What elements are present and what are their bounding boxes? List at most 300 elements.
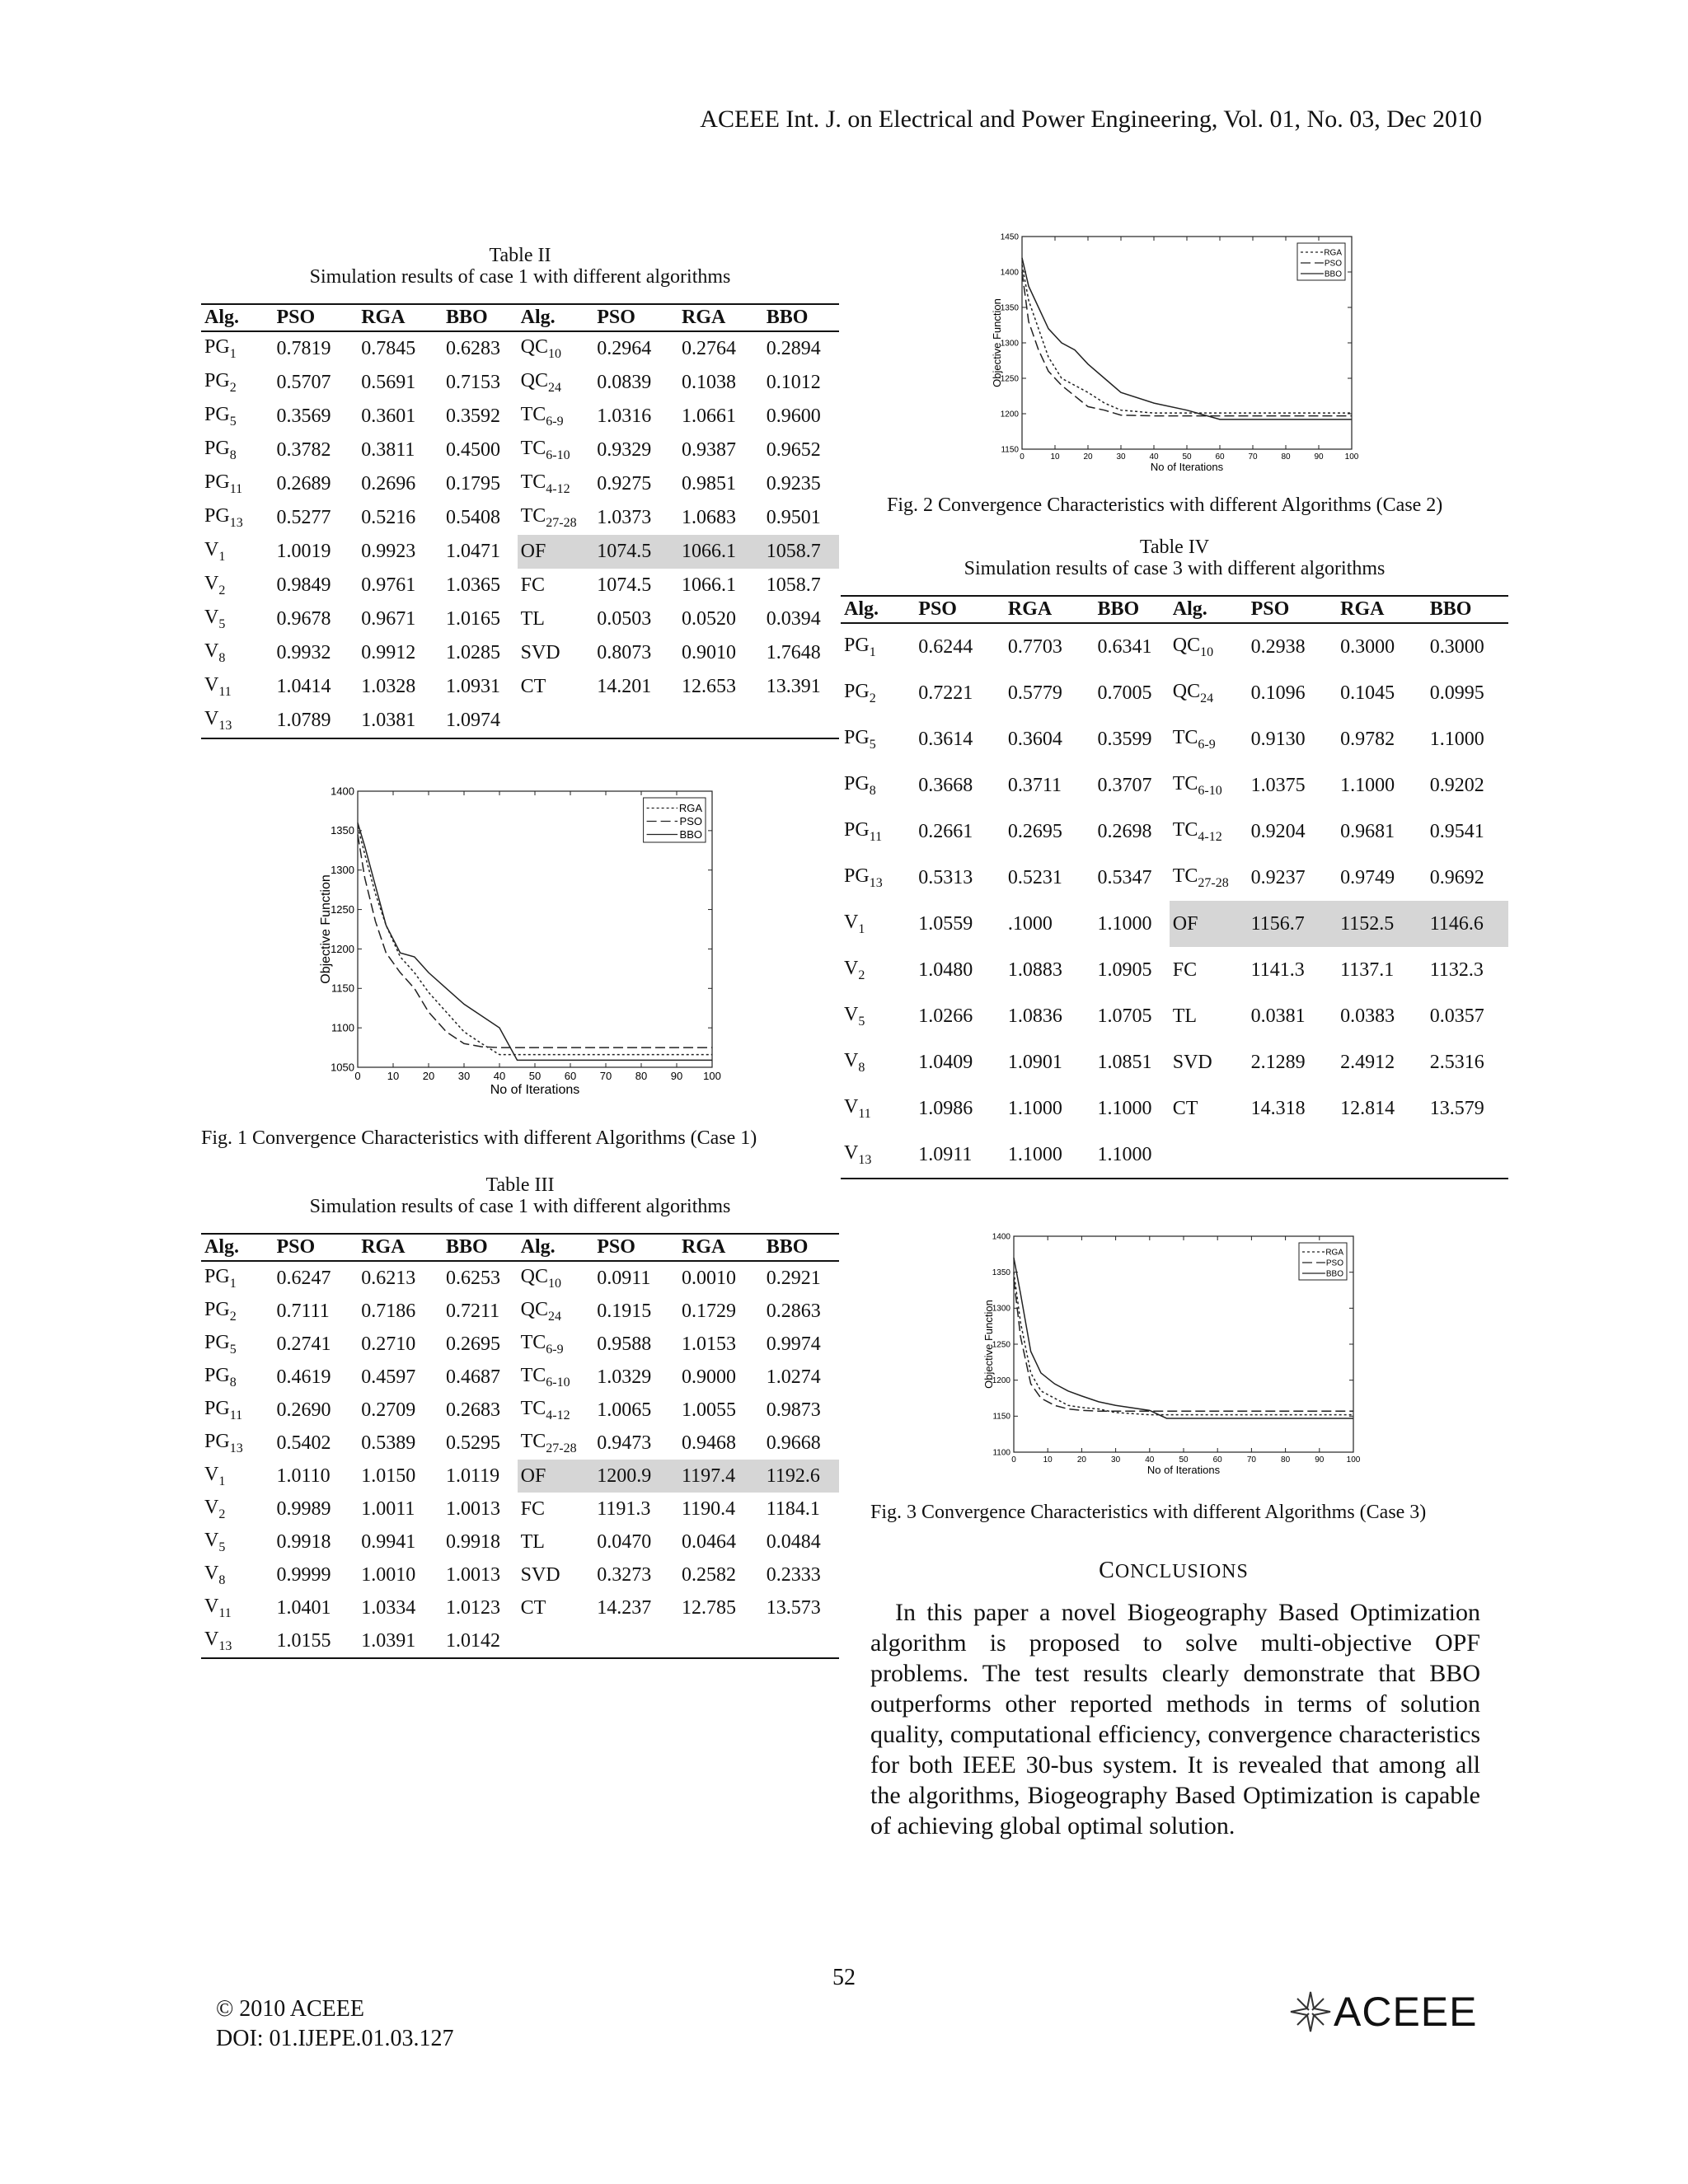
table2-cell: CT — [520, 676, 546, 697]
table3-cell: OF — [518, 1460, 594, 1493]
table2-cell: 0.1038 — [682, 372, 736, 393]
table3-cell: 0.0484 — [766, 1530, 821, 1553]
table2-cell: 1.0328 — [361, 676, 416, 697]
table4-cell: 0.2698 — [1097, 820, 1152, 842]
table3-cell: 1.0155 — [273, 1624, 358, 1658]
table4-cell: 1.1000 — [1007, 1097, 1062, 1119]
table3-cell: 1.0010 — [361, 1563, 416, 1586]
table4-caption: Simulation results of case 3 with different algorithms — [964, 558, 1386, 579]
table2-cell: 1.0661 — [682, 405, 736, 427]
table-row — [841, 670, 1508, 716]
table-row — [201, 467, 839, 501]
table2-cell: 1.0683 — [682, 507, 736, 528]
table2-cell: 0.3782 — [276, 439, 331, 461]
x-tick-label: 40 — [1149, 452, 1159, 462]
table2-cell: 0.2894 — [766, 338, 821, 359]
x-axis-label: No of Iterations — [1146, 1464, 1221, 1476]
y-tick-label: 1300 — [1000, 339, 1019, 349]
table4-cell — [1170, 1132, 1248, 1179]
y-tick-label: 1300 — [992, 1304, 1010, 1314]
table-row — [201, 670, 839, 704]
table4-cell: 0.9681 — [1340, 820, 1395, 842]
table4-cell — [1248, 1132, 1338, 1179]
table3-cell: 0.3273 — [597, 1563, 652, 1586]
table-row — [841, 1132, 1508, 1179]
table3-cell: 0.2710 — [361, 1333, 416, 1355]
table4-cell: $QC_{24}$ — [1172, 680, 1214, 705]
table4-cell: $QC_{10}$ — [1172, 634, 1214, 659]
table3-cell: 0.9918 — [445, 1530, 500, 1553]
table2-cell: $V_5$ — [204, 607, 226, 631]
table2-cell: 0.4500 — [445, 439, 500, 461]
table4-header-6: RGA — [1337, 596, 1427, 623]
table3-cell: $QC_{10}$ — [520, 1265, 561, 1291]
table2-cell: $V_{13}$ — [201, 704, 273, 738]
table3-cell: 0.9918 — [276, 1530, 331, 1553]
table2-cell: $V_2$ — [204, 573, 226, 598]
table4-cell: $TC_{6-9}$ — [1172, 726, 1216, 752]
table4-cell: $TC_{27-28}$ — [1172, 865, 1229, 890]
table2-cell: 0.5691 — [361, 372, 416, 393]
table-row — [201, 1394, 839, 1427]
table2-cell: 0.2964 — [597, 338, 652, 359]
table3-cell: 0.6253 — [445, 1267, 500, 1289]
table2-cell: 0.9235 — [766, 473, 821, 494]
table3-cell: 0.0470 — [597, 1530, 652, 1553]
table3-cell — [593, 1624, 678, 1658]
table2-cell: 0.9329 — [597, 439, 652, 461]
table2-cell: 0.2764 — [682, 338, 736, 359]
legend-label: BBO — [679, 827, 702, 841]
doi: DOI: 01.IJEPE.01.03.127 — [216, 2026, 454, 2051]
table-row — [201, 1558, 839, 1591]
table4-cell: 1.0986 — [918, 1097, 973, 1119]
table2-cell: $TC_{4-12}$ — [520, 471, 570, 496]
table4-cell: $V_{13}$ — [841, 1132, 915, 1179]
table-row — [841, 901, 1508, 947]
table2-cell: 0.9923 — [361, 541, 416, 562]
table4-cell: 0.0357 — [1429, 1005, 1484, 1027]
table4-cell: 1137.1 — [1340, 958, 1395, 981]
table2-cell: 0.2689 — [276, 473, 331, 494]
table2-cell — [518, 704, 594, 738]
table2-cell: 1058.7 — [763, 535, 839, 569]
table3-cell: TL — [520, 1530, 545, 1553]
table4-cell: 0.9541 — [1429, 820, 1484, 842]
table2-cell — [763, 704, 839, 738]
table3-cell: 0.9473 — [597, 1432, 652, 1454]
table3-cell: 1.0013 — [445, 1563, 500, 1586]
y-tick-label: 1400 — [992, 1232, 1010, 1242]
table3-cell: 0.9468 — [682, 1432, 736, 1454]
table-row — [841, 993, 1508, 1039]
table4-header-3: BBO — [1094, 596, 1169, 623]
table3-cell: 1.0011 — [361, 1497, 415, 1520]
table3-cell: 0.5402 — [276, 1432, 331, 1454]
table4 — [841, 595, 1508, 1179]
table4-cell: 0.3668 — [918, 774, 973, 796]
table4-cell: 2.1289 — [1250, 1051, 1306, 1073]
table2 — [201, 303, 839, 739]
table3-cell: 0.6213 — [361, 1267, 416, 1289]
table2-cell: 1.0471 — [445, 541, 500, 562]
table3-cell: 1192.6 — [763, 1460, 839, 1493]
table2-cell: 1.0285 — [445, 642, 500, 663]
table4-cell: 1.0901 — [1007, 1051, 1062, 1073]
table4-cell: 0.0381 — [1250, 1005, 1306, 1027]
table4-cell: 1152.5 — [1337, 901, 1427, 947]
table4-cell: 0.9782 — [1340, 728, 1395, 750]
table4-cell: TL — [1172, 1005, 1198, 1027]
table3-cell: $V_2$ — [204, 1496, 226, 1521]
y-tick-label: 1150 — [1001, 445, 1019, 455]
table4-cell: $V_5$ — [844, 1003, 865, 1029]
table2-cell: 0.3601 — [361, 405, 416, 427]
table-row — [201, 501, 839, 535]
table-row — [841, 947, 1508, 993]
table2-cell: 0.2696 — [361, 473, 416, 494]
table3-cell: 1.0329 — [597, 1366, 652, 1388]
table4-cell: FC — [1172, 958, 1198, 981]
table4-cell: 1.0409 — [918, 1051, 973, 1073]
table3-cell: 0.0464 — [682, 1530, 736, 1553]
table-row — [201, 1624, 839, 1658]
table2-cell: 0.9761 — [361, 574, 416, 596]
table3-cell: $PG_8$ — [204, 1364, 237, 1390]
table3-cell: 0.7186 — [361, 1300, 416, 1322]
table3-cell: 1.0401 — [276, 1596, 331, 1619]
table2-cell: 12.653 — [682, 676, 736, 697]
table2-cell: OF — [518, 535, 594, 569]
table4-cell: 1.1000 — [1097, 912, 1152, 935]
table2-cell: 0.9849 — [276, 574, 331, 596]
y-tick-label: 1150 — [992, 1412, 1010, 1422]
table4-header-1: PSO — [915, 596, 1005, 623]
table2-cell: 0.5707 — [276, 372, 331, 393]
table4-cell: 0.3599 — [1097, 728, 1152, 750]
table2-cell: 0.9600 — [766, 405, 821, 427]
table3-cell: 0.9588 — [597, 1333, 652, 1355]
table2-cell: 1066.1 — [678, 535, 763, 569]
table4-cell: 0.0383 — [1340, 1005, 1395, 1027]
table3-cell: 1.0153 — [682, 1333, 736, 1355]
legend-label: PSO — [679, 814, 702, 827]
x-tick-label: 70 — [599, 1070, 612, 1082]
table3-cell: 0.7211 — [445, 1300, 500, 1322]
table2-cell: 0.3592 — [445, 405, 500, 427]
table3-cell: 0.9989 — [276, 1497, 331, 1520]
y-tick-label: 1200 — [331, 942, 354, 955]
table4-cell: 13.579 — [1429, 1097, 1484, 1119]
table-row — [201, 704, 839, 738]
table-row — [841, 716, 1508, 762]
table2-cell: $QC_{10}$ — [520, 336, 561, 361]
y-tick-label: 1400 — [1000, 268, 1019, 278]
table4-cell: 0.1045 — [1340, 682, 1395, 704]
table3-cell: 0.4687 — [445, 1366, 500, 1388]
x-tick-label: 10 — [387, 1070, 400, 1082]
table2-header-6: RGA — [678, 304, 763, 331]
table2-caption: Simulation results of case 1 with different algorithms — [309, 266, 731, 288]
table2-title: Table II — [489, 245, 551, 266]
table3-cell: 1.0123 — [445, 1596, 500, 1619]
table4-cell: 0.2938 — [1250, 635, 1306, 658]
y-tick-label: 1200 — [992, 1376, 1010, 1385]
table4-cell: 0.7703 — [1007, 635, 1062, 658]
table2-cell: $PG_8$ — [204, 438, 237, 462]
table3-cell: 1.0391 — [358, 1624, 443, 1658]
table3-cell: $V_8$ — [204, 1562, 226, 1587]
table3-title: Table III — [485, 1174, 555, 1196]
table3-cell: SVD — [520, 1563, 560, 1586]
table2-cell: $PG_{11}$ — [204, 471, 243, 496]
table2-cell: 0.9851 — [682, 473, 736, 494]
y-tick-label: 1450 — [1000, 232, 1019, 242]
x-tick-label: 20 — [1083, 452, 1093, 462]
copyright: © 2010 ACEEE — [216, 1996, 364, 2022]
table4-cell: 0.9692 — [1429, 866, 1484, 888]
table2-header-5: PSO — [593, 304, 678, 331]
table-row — [201, 1261, 839, 1295]
fig2-caption: Fig. 2 Convergence Characteristics with different Algorithms (Case 2) — [887, 494, 1443, 516]
y-axis-label: Objective Function — [319, 874, 334, 984]
fig3-caption: Fig. 3 Convergence Characteristics with different Algorithms (Case 3) — [870, 1502, 1427, 1523]
table2-cell: 0.9501 — [766, 507, 821, 528]
table2-cell: 1.0316 — [597, 405, 652, 427]
table4-cell — [1337, 1132, 1427, 1179]
table3-cell: 0.1915 — [597, 1300, 652, 1322]
table2-cell: SVD — [520, 642, 560, 663]
table3-cell: $V_1$ — [204, 1463, 226, 1488]
table4-cell: 0.5347 — [1097, 866, 1152, 888]
y-tick-label: 1350 — [1000, 303, 1019, 313]
y-tick-label: 1200 — [1000, 410, 1019, 419]
table2-cell: 0.7819 — [276, 338, 331, 359]
table3-cell: 0.9873 — [766, 1399, 821, 1421]
table4-header-7: BBO — [1427, 596, 1508, 623]
table2-cell: 1.0931 — [445, 676, 500, 697]
table2-header-2: RGA — [358, 304, 443, 331]
table4-cell: CT — [1172, 1097, 1198, 1119]
x-axis-label: No of Iterations — [490, 1083, 580, 1097]
table2-header-0: Alg. — [201, 304, 273, 331]
table4-cell: 0.7221 — [918, 682, 973, 704]
journal-header: ACEEE Int. J. on Electrical and Power Engineering, Vol. 01, No. 03, Dec 2010 — [700, 105, 1482, 133]
fig1-caption: Fig. 1 Convergence Characteristics with different Algorithms (Case 1) — [201, 1127, 757, 1149]
table3-cell: $TC_{6-9}$ — [520, 1331, 564, 1357]
table2-cell: 0.9652 — [766, 439, 821, 461]
table4-cell: 0.5313 — [918, 866, 973, 888]
table4-cell: 0.1096 — [1250, 682, 1306, 704]
table3-header-1: PSO — [273, 1234, 358, 1261]
y-tick-label: 1350 — [331, 824, 354, 837]
table3-caption: Simulation results of case 1 with different algorithms — [309, 1196, 731, 1217]
table3-cell: 0.9000 — [682, 1366, 736, 1388]
table3 — [201, 1233, 839, 1659]
x-tick-label: 100 — [703, 1070, 721, 1082]
table-row — [201, 1427, 839, 1460]
table2-cell: 0.9932 — [276, 642, 331, 663]
table-row — [841, 1039, 1508, 1085]
table4-cell: $PG_2$ — [844, 680, 876, 705]
table3-cell: $V_{11}$ — [204, 1595, 232, 1620]
table3-cell: 0.9999 — [276, 1563, 331, 1586]
table4-cell: $PG_5$ — [844, 726, 876, 752]
table-row — [201, 602, 839, 636]
table-row — [201, 1493, 839, 1526]
table3-header-7: BBO — [763, 1234, 839, 1261]
table3-cell: $V_5$ — [204, 1529, 226, 1554]
table4-cell: $PG_8$ — [844, 772, 876, 798]
table-row — [201, 1328, 839, 1361]
table3-cell: 0.0911 — [597, 1267, 651, 1289]
table2-cell: 0.0394 — [766, 608, 821, 630]
table3-cell: $PG_1$ — [204, 1265, 237, 1291]
table3-cell: 1.0065 — [597, 1399, 652, 1421]
table4-cell: 0.3707 — [1097, 774, 1152, 796]
table3-cell: 1184.1 — [766, 1497, 820, 1520]
x-tick-label: 30 — [1111, 1455, 1121, 1465]
table2-cell: 0.5216 — [361, 507, 416, 528]
table2-cell: 0.9275 — [597, 473, 652, 494]
table2-cell: 0.5408 — [445, 507, 500, 528]
table4-cell: 1.0559 — [918, 912, 973, 935]
table3-cell: 1197.4 — [678, 1460, 763, 1493]
table2-cell: 0.0520 — [682, 608, 736, 630]
x-tick-label: 0 — [354, 1070, 361, 1082]
x-tick-label: 20 — [422, 1070, 435, 1082]
table4-cell: 1.1000 — [1429, 728, 1484, 750]
y-tick-label: 1250 — [992, 1340, 1010, 1350]
table4-cell: 1.0480 — [918, 958, 973, 981]
table3-cell: 1191.3 — [597, 1497, 651, 1520]
x-tick-label: 80 — [1281, 452, 1291, 462]
table4-cell: .1000 — [1007, 912, 1053, 935]
table3-header-4: Alg. — [518, 1234, 594, 1261]
table4-cell: 1.0905 — [1097, 958, 1152, 981]
table2-cell: $PG_5$ — [204, 404, 237, 429]
table4-header-0: Alg. — [841, 596, 915, 623]
table2-cell: 1.0789 — [273, 704, 358, 738]
x-tick-label: 90 — [1314, 452, 1324, 462]
table4-title: Table IV — [1139, 537, 1210, 558]
x-tick-label: 40 — [493, 1070, 506, 1082]
table4-cell: 1.0911 — [915, 1132, 1005, 1179]
table2-header-1: PSO — [273, 304, 358, 331]
table2-cell: $TC_{6-9}$ — [520, 404, 564, 429]
table3-cell: 0.2921 — [766, 1267, 821, 1289]
table4-cell: 0.9204 — [1250, 820, 1306, 842]
table4-cell: 0.6244 — [918, 635, 973, 658]
table3-cell: 0.2683 — [445, 1399, 500, 1421]
table4-cell: 1.0836 — [1007, 1005, 1062, 1027]
figure-3 — [971, 1228, 1367, 1483]
table2-cell: 1.0381 — [358, 704, 443, 738]
legend-label: PSO — [1324, 259, 1342, 269]
table3-cell: 0.9941 — [361, 1530, 416, 1553]
table4-cell: 0.2661 — [918, 820, 973, 842]
table3-cell: 13.573 — [766, 1596, 821, 1619]
table2-cell: 1.0414 — [276, 676, 331, 697]
table-row — [201, 366, 839, 400]
table3-cell: $QC_{24}$ — [520, 1298, 561, 1324]
table2-cell: 1.0974 — [443, 704, 518, 738]
table2-cell: $PG_{13}$ — [204, 505, 243, 530]
table2-header-7: BBO — [763, 304, 839, 331]
table2-cell: $PG_1$ — [204, 336, 237, 361]
table3-header-6: RGA — [678, 1234, 763, 1261]
x-tick-label: 0 — [1020, 452, 1025, 462]
x-tick-label: 80 — [635, 1070, 648, 1082]
table2-cell: 0.5277 — [276, 507, 331, 528]
x-tick-label: 30 — [1116, 452, 1126, 462]
table3-cell: 0.4597 — [361, 1366, 416, 1388]
table2-cell: 0.9912 — [361, 642, 416, 663]
table-row — [201, 569, 839, 602]
table4-cell: 1.1000 — [1094, 1132, 1169, 1179]
table-row — [201, 1295, 839, 1328]
table-row — [841, 808, 1508, 855]
table2-cell: 1074.5 — [597, 574, 652, 596]
x-tick-label: 60 — [1215, 452, 1225, 462]
table2-cell: $PG_2$ — [204, 370, 237, 395]
table4-cell: 1.1000 — [1340, 774, 1395, 796]
table4-cell: $V_2$ — [844, 957, 865, 982]
table2-cell: 1.0019 — [276, 541, 331, 562]
table3-cell: 0.1729 — [682, 1300, 736, 1322]
table4-cell: 1.0883 — [1007, 958, 1062, 981]
table2-cell: 13.391 — [766, 676, 821, 697]
legend-label: BBO — [1325, 1269, 1343, 1279]
table2-cell: TL — [520, 608, 545, 630]
table3-cell: 0.6247 — [276, 1267, 331, 1289]
table4-header-4: Alg. — [1170, 596, 1248, 623]
y-axis-label: Objective Function — [982, 1300, 995, 1389]
table3-cell: 14.237 — [597, 1596, 652, 1619]
conclusions-heading-rest: ONCLUSIONS — [1114, 1561, 1249, 1582]
table4-cell: 0.5779 — [1007, 682, 1062, 704]
table4-cell: 0.6341 — [1097, 635, 1152, 658]
table2-cell: 1.7648 — [766, 642, 821, 663]
table4-cell: $TC_{4-12}$ — [1172, 818, 1222, 844]
table3-cell: 12.785 — [682, 1596, 736, 1619]
y-tick-label: 1250 — [1000, 374, 1019, 384]
table-row — [201, 636, 839, 670]
table4-cell: 1156.7 — [1248, 901, 1338, 947]
table3-cell: 0.2695 — [445, 1333, 500, 1355]
table3-cell: 1.0334 — [361, 1596, 416, 1619]
table4-cell: 14.318 — [1250, 1097, 1306, 1119]
table-row — [841, 855, 1508, 901]
table2-cell: 0.8073 — [597, 642, 652, 663]
table3-cell: 0.2863 — [766, 1300, 821, 1322]
table4-cell: 0.5231 — [1007, 866, 1062, 888]
table3-cell: 0.7111 — [276, 1300, 330, 1322]
table2-cell: 1074.5 — [593, 535, 678, 569]
x-tick-label: 90 — [1315, 1455, 1325, 1465]
table4-cell: 0.3000 — [1429, 635, 1484, 658]
table2-cell: 0.1012 — [766, 372, 821, 393]
table2-cell: 14.201 — [597, 676, 652, 697]
table2-cell: 0.1795 — [445, 473, 500, 494]
table4-cell: 0.2695 — [1007, 820, 1062, 842]
table-row — [841, 762, 1508, 808]
table4-cell: $V_1$ — [844, 911, 865, 936]
table4-cell: 0.9202 — [1429, 774, 1484, 796]
x-tick-label: 10 — [1043, 1455, 1053, 1465]
legend-label: RGA — [1324, 248, 1342, 258]
table3-cell: $PG_{11}$ — [204, 1397, 243, 1422]
